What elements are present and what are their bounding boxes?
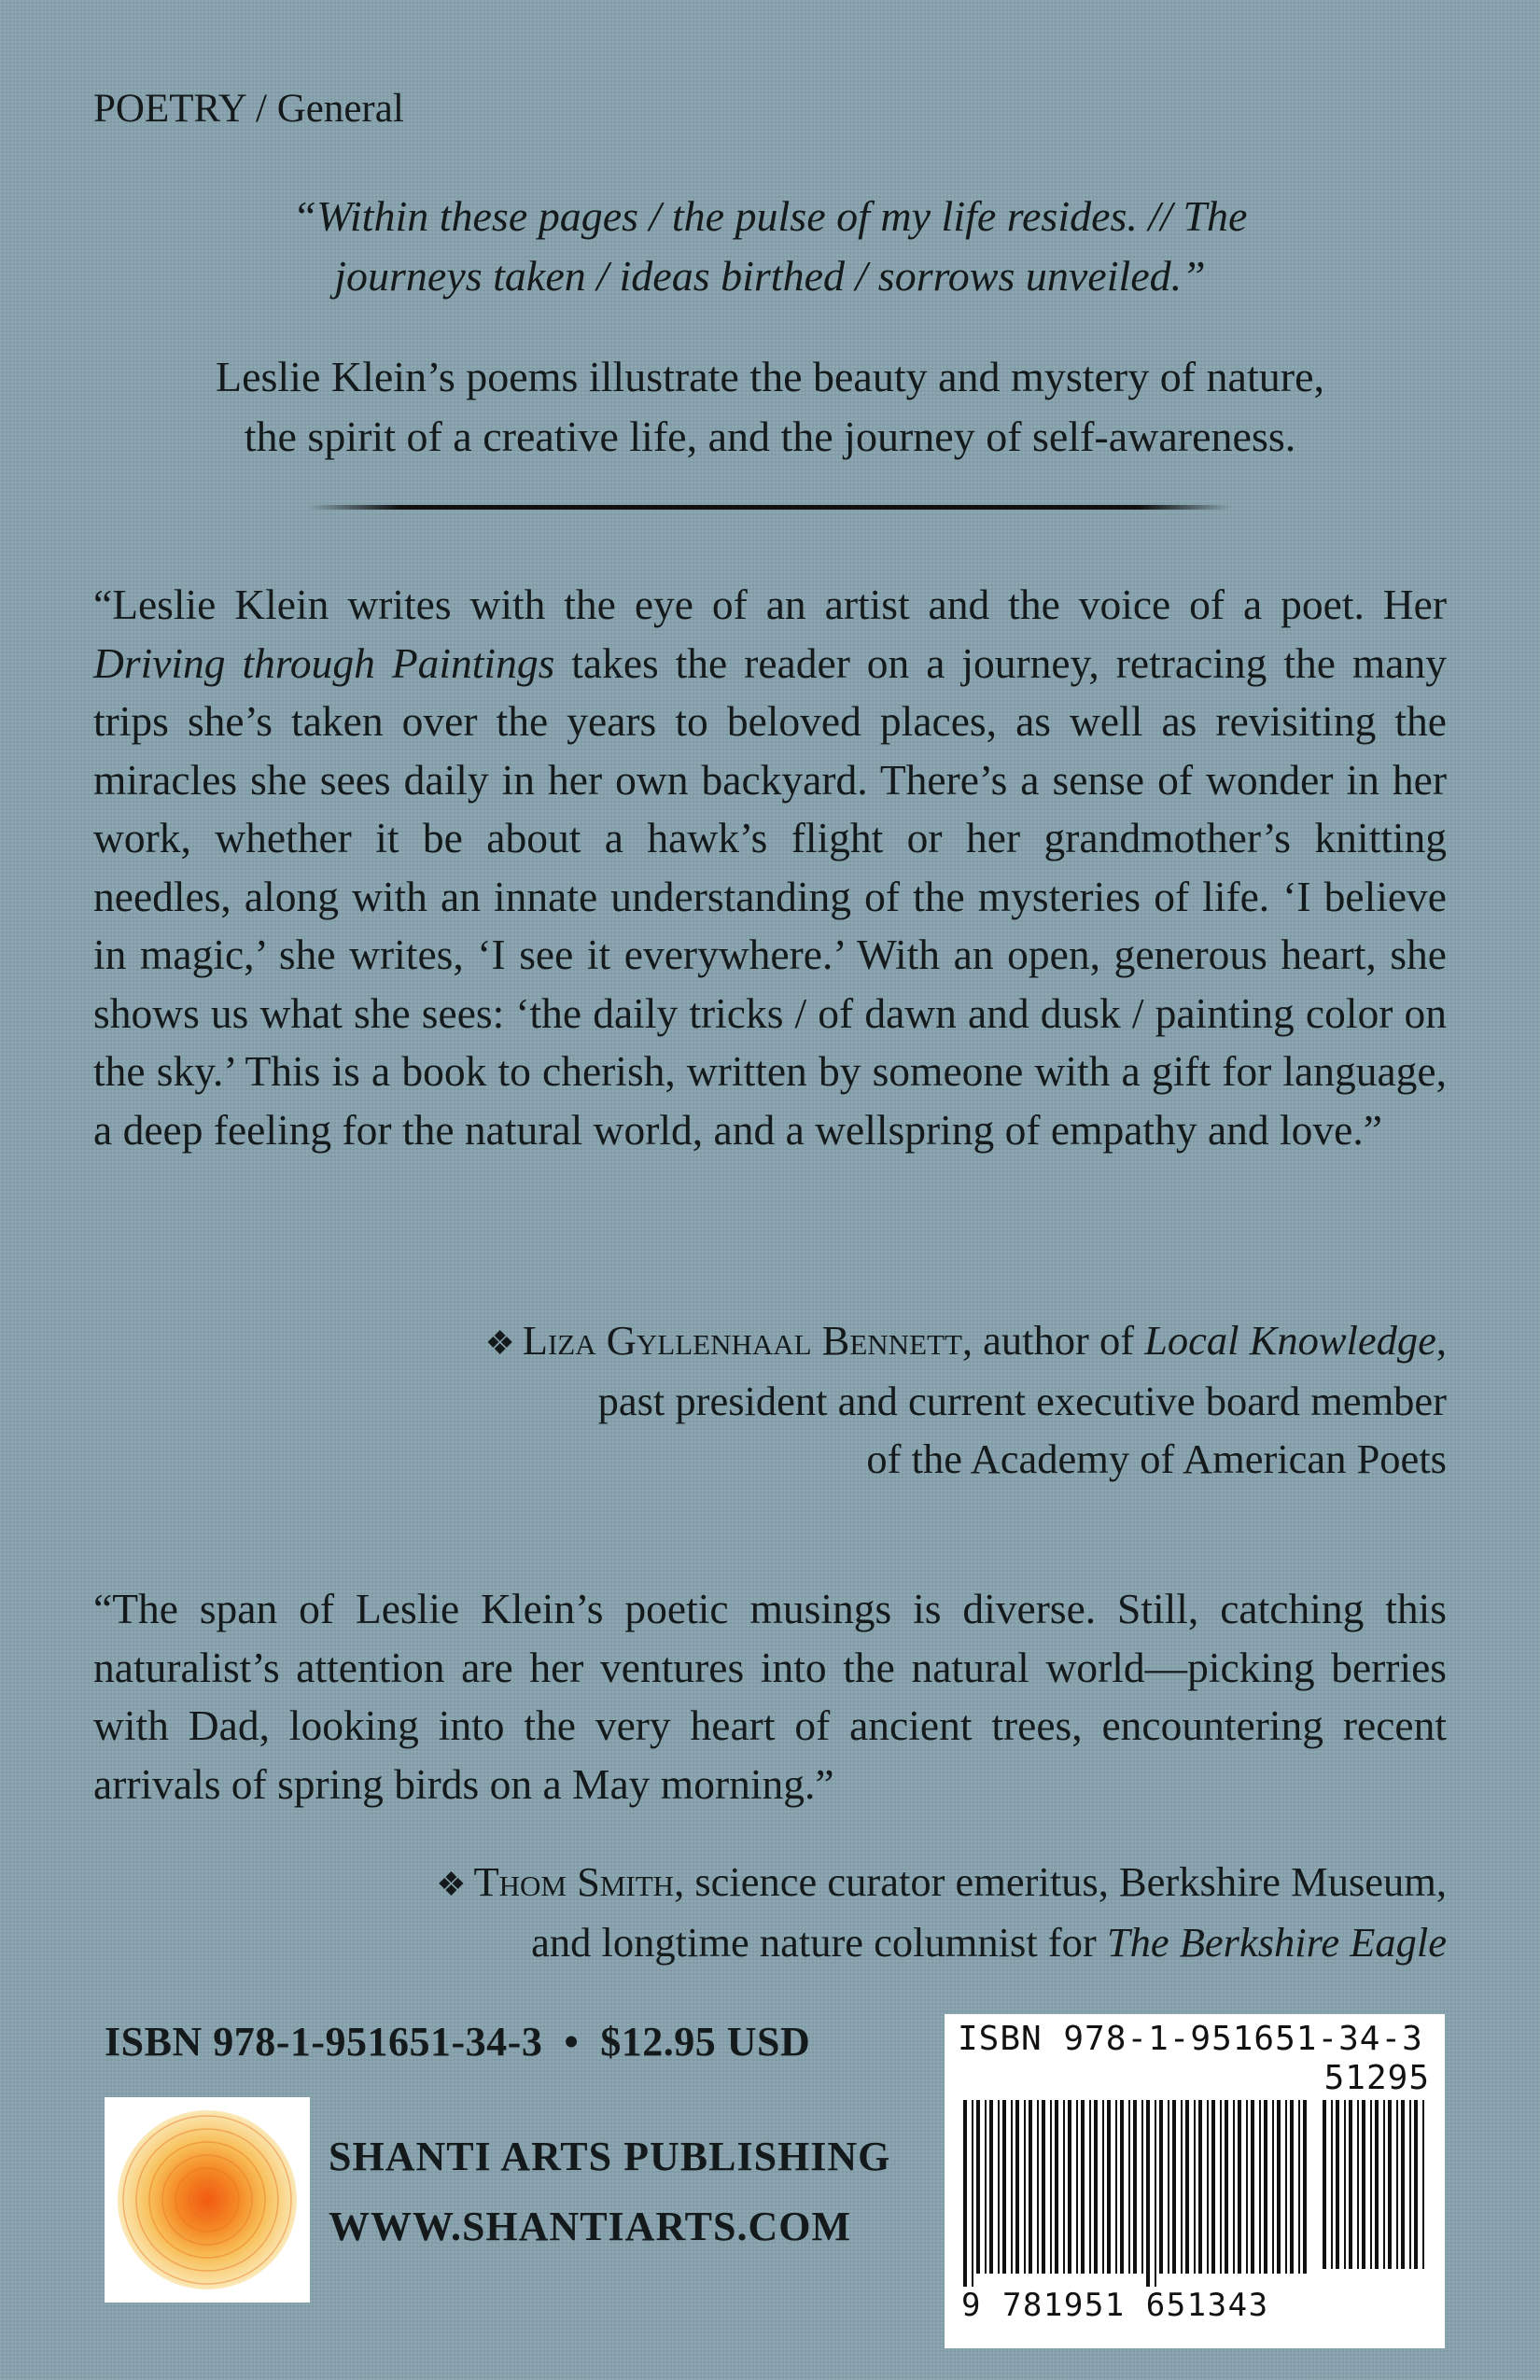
- sun-logo-icon: [105, 2097, 310, 2303]
- book-description: [89, 347, 1451, 467]
- publisher-name: SHANTI ARTS PUBLISHING: [329, 2134, 891, 2179]
- reviewer-name-2: Thom Smith: [473, 1858, 675, 1905]
- fleuron-icon: ❖: [436, 1866, 467, 1903]
- publisher-url[interactable]: WWW.SHANTIARTS.COM: [329, 2204, 852, 2249]
- addon-barcode-icon: [1323, 2100, 1430, 2282]
- divider-rule: [308, 505, 1232, 510]
- publisher-logo: [105, 2097, 310, 2303]
- review-attribution-2: [233, 1853, 1447, 1971]
- reviewer-book-title: Local Knowledge: [1144, 1317, 1436, 1364]
- barcode-price-code: 51295: [1323, 2059, 1430, 2097]
- attribution-2-text: , science curator emeritus, Berkshire Museum,: [674, 1858, 1447, 1905]
- attribution-1-line-2: past president and current executive board member: [597, 1378, 1447, 1424]
- category-label: POETRY / General: [93, 87, 404, 131]
- review-attribution-1: [233, 1311, 1447, 1488]
- attribution-1-comma: ,: [1435, 1317, 1447, 1364]
- fleuron-icon: ❖: [484, 1324, 515, 1362]
- attribution-2-pre: and longtime nature columnist for: [531, 1919, 1107, 1966]
- blurb-1-text-end: takes the reader on a journey, retracing the many trips she’s taken over the years to beloved places, as well as revisiting the miracles she sees daily in her own backyard. There’s a sense of wonder in her work, whether it be about a hawk’s flight or her grandmother’s knitting needles, along with an innate understanding of the mysteries of life. ‘I believe in magic,’ she writes, ‘I see it everywhere.’ With an open, generous heart, she shows us what she sees: ‘the daily tricks / of dawn and dusk / painting color on the sky.’ This is a book to cherish, written by someone with a gift for language, a deep feeling for the natural world, and a wellspring of empathy and love.”: [93, 638, 1447, 1154]
- epigraph-quote: [149, 187, 1391, 306]
- barcode-isbn-label: ISBN 978-1-951651-34-3: [958, 2020, 1423, 2058]
- barcode-digits: 9 781951 651343: [961, 2287, 1269, 2324]
- review-blurb-1: [93, 576, 1447, 1159]
- blurb-1-text-start: “Leslie Klein writes with the eye of an artist and the voice of a poet. Her: [93, 581, 1447, 628]
- review-blurb-2: “The span of Leslie Klein’s poetic musings is diverse. Still, catching this naturalist’s attention are her ventures into the natural world—picking berries with Dad, looking into the very heart of ancient trees, encountering recent arrivals of spring birds on a May morning.”: [93, 1585, 1447, 1808]
- isbn-price-line: ISBN 978-1-951651-34-3 • $12.95 USD: [105, 2019, 811, 2065]
- ean-barcode-icon: [963, 2100, 1313, 2287]
- reviewer-name-1: Liza Gyllenhaal Bennett: [522, 1317, 962, 1364]
- epigraph-line-1: “Within these pages / the pulse of my life resides. // The: [292, 192, 1248, 240]
- newspaper-title: The Berkshire Eagle: [1106, 1919, 1447, 1966]
- description-line-2: the spirit of a creative life, and the journey of self-awareness.: [244, 413, 1296, 460]
- attribution-1-line-1: [233, 1311, 1447, 1372]
- publisher-info: [329, 2121, 890, 2261]
- attribution-2-line-2: [233, 1913, 1447, 1971]
- attribution-1-text: , author of: [961, 1317, 1145, 1364]
- barcode-box: [945, 2014, 1445, 2348]
- epigraph-line-2: journeys taken / ideas birthed / sorrows unveiled.”: [334, 252, 1206, 300]
- description-line-1: Leslie Klein’s poems illustrate the beauty and mystery of nature,: [215, 353, 1324, 400]
- blurb-1-book-title: Driving through Paintings: [93, 638, 555, 687]
- attribution-1-line-3: of the Academy of American Poets: [866, 1435, 1447, 1482]
- attribution-2-line-1: [233, 1853, 1447, 1913]
